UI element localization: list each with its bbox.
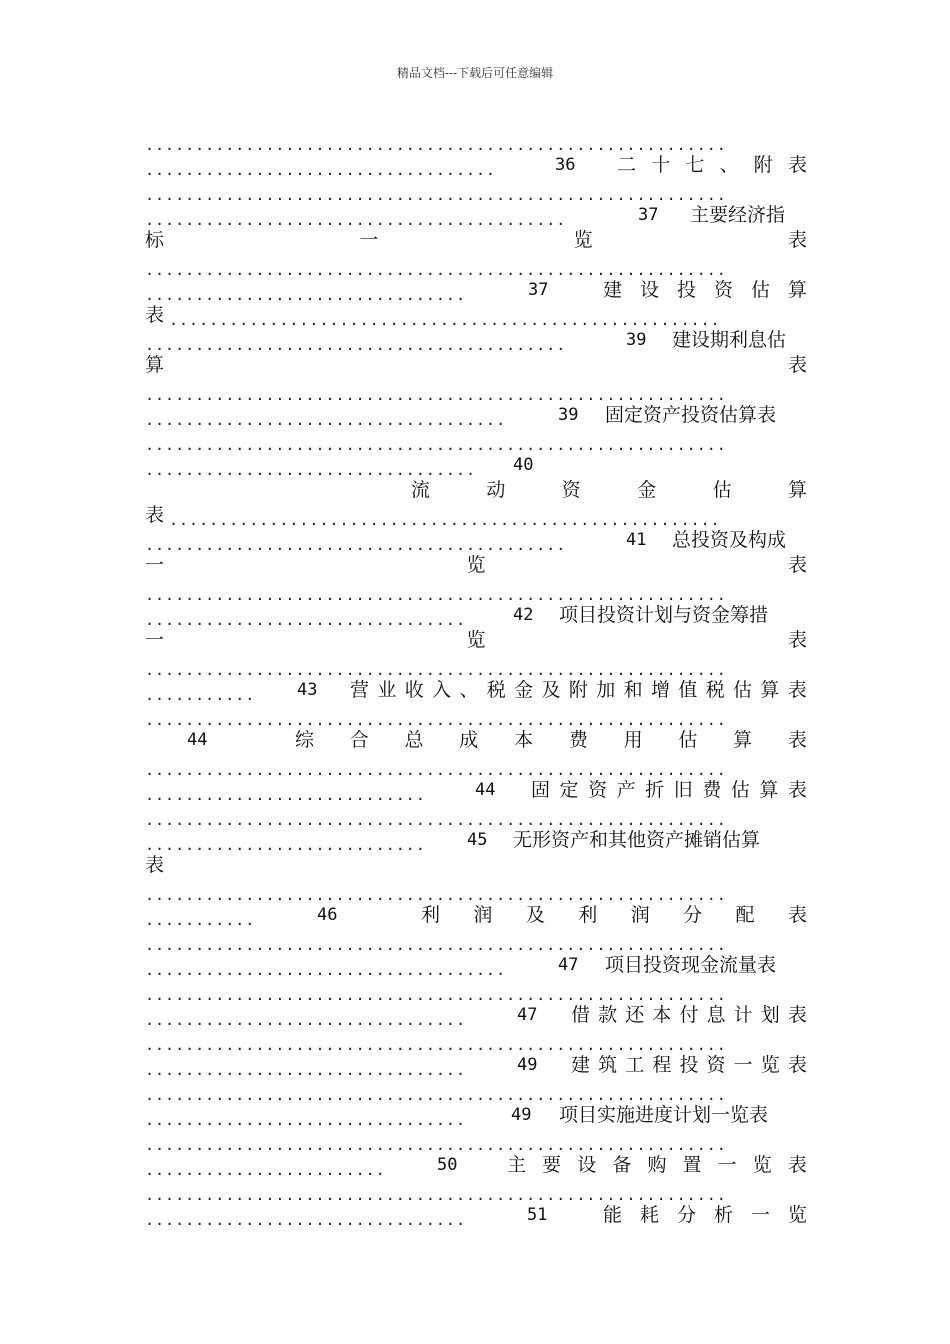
- entry-char: 览: [787, 1204, 807, 1226]
- entry-char: 入: [432, 679, 452, 701]
- entry-char: 表: [787, 679, 807, 701]
- page-number: 44: [187, 730, 208, 750]
- entry-char: 一: [733, 1054, 753, 1076]
- toc-line: [145, 1203, 807, 1228]
- entry-char: 一: [145, 629, 165, 651]
- toc-line: [145, 353, 807, 378]
- entry-title: [145, 228, 807, 253]
- entry-char: 一: [145, 554, 165, 576]
- entry-char: 借: [571, 1004, 591, 1026]
- table-of-contents: [145, 128, 807, 1228]
- entry-char: 览: [466, 629, 486, 651]
- entry-char: 利: [421, 904, 441, 926]
- page-number: 47: [517, 1005, 538, 1025]
- leader-dots: ..........................................................: [145, 136, 727, 154]
- leader-dots: ....................................: [145, 961, 507, 979]
- entry-title: [411, 478, 807, 503]
- leader-dots: ..........................................................: [145, 586, 727, 604]
- entry-char: 款: [598, 1004, 618, 1026]
- page-number: 47: [558, 955, 579, 975]
- leader-dots: ..........................................: [145, 336, 567, 354]
- entry-char: 流: [411, 479, 431, 501]
- leader-dots: .......................................................: [169, 511, 721, 529]
- entry-char: 用: [623, 729, 643, 751]
- leader-dots: ..........................................................: [145, 811, 727, 829]
- entry-title: [603, 1203, 807, 1228]
- toc-line: [145, 428, 807, 453]
- entry-title: [603, 278, 807, 303]
- leader-dots: ..........................................................: [145, 436, 727, 454]
- toc-line: [145, 1003, 807, 1028]
- toc-line: [145, 253, 807, 278]
- entry-char: 金: [514, 679, 534, 701]
- entry-char: 附: [753, 154, 773, 176]
- entry-char: 表: [787, 779, 807, 801]
- leader-dots: ..........................................................: [145, 1086, 727, 1104]
- leader-dots: ..........................................................: [145, 1186, 727, 1204]
- entry-title: [571, 1053, 807, 1078]
- entry-char: 润: [630, 904, 650, 926]
- page-header: 精品文档---下载后可任意编辑: [396, 66, 554, 80]
- page-number: 50: [437, 1155, 458, 1175]
- entry-char: 备: [612, 1154, 632, 1176]
- leader-dots: ..........................................................: [145, 1036, 727, 1054]
- toc-line: [145, 828, 807, 853]
- toc-line: [145, 778, 807, 803]
- entry-char: 表: [787, 904, 807, 926]
- entry-char: 主: [507, 1154, 527, 1176]
- entry-char: 付: [679, 1004, 699, 1026]
- toc-line: [145, 803, 807, 828]
- entry-char: 本: [514, 729, 534, 751]
- entry-title: 主要经济指: [690, 204, 786, 226]
- entry-char: 表: [787, 154, 807, 176]
- entry-char: 及: [541, 679, 561, 701]
- entry-char: 表: [787, 1054, 807, 1076]
- entry-char: 营: [350, 679, 370, 701]
- toc-line: [145, 928, 807, 953]
- entry-char: 设: [639, 279, 659, 301]
- entry-title: 表: [145, 504, 165, 526]
- leader-dots: ...........: [145, 686, 256, 704]
- leader-dots: ..........................................................: [145, 761, 727, 779]
- entry-title: [145, 353, 807, 378]
- entry-char: 总: [404, 729, 424, 751]
- entry-char: 览: [466, 554, 486, 576]
- entry-char: 估: [750, 279, 770, 301]
- entry-char: 十: [651, 154, 671, 176]
- page-number: 37: [638, 205, 659, 225]
- entry-char: 资: [713, 279, 733, 301]
- toc-line: [145, 553, 807, 578]
- toc-line: [145, 903, 807, 928]
- leader-dots: ..........................................................: [145, 186, 727, 204]
- leader-dots: ..........................................................: [145, 386, 727, 404]
- leader-dots: ...........: [145, 911, 256, 929]
- entry-title: [145, 553, 807, 578]
- leader-dots: ..........................................: [145, 536, 567, 554]
- toc-line: [145, 503, 807, 528]
- toc-line: [145, 1078, 807, 1103]
- entry-title: [507, 1153, 807, 1178]
- entry-char: 投: [676, 279, 696, 301]
- entry-char: 耗: [639, 1204, 659, 1226]
- entry-char: 投: [679, 1054, 699, 1076]
- entry-title: 项目实施进度计划一览表: [559, 1104, 769, 1126]
- toc-line: [145, 578, 807, 603]
- leader-dots: ............................: [145, 836, 426, 854]
- entry-char: 表: [787, 354, 807, 376]
- entry-char: 资: [706, 1054, 726, 1076]
- leader-dots: ..........................................................: [145, 1136, 727, 1154]
- toc-line: [145, 178, 807, 203]
- entry-title: 项目投资现金流量表: [605, 954, 777, 976]
- entry-char: 一: [750, 1204, 770, 1226]
- page-number: 40: [513, 455, 534, 475]
- leader-dots: ..........................................................: [145, 711, 727, 729]
- entry-char: 分: [676, 1204, 696, 1226]
- leader-dots: .................................: [145, 461, 477, 479]
- toc-line: [145, 1178, 807, 1203]
- entry-char: 表: [787, 1154, 807, 1176]
- toc-line: [145, 378, 807, 403]
- entry-title: [617, 153, 807, 178]
- leader-dots: ..........................................................: [145, 986, 727, 1004]
- entry-char: 算: [759, 779, 779, 801]
- entry-title: 项目投资计划与资金筹措: [559, 604, 769, 626]
- leader-dots: ..........................................................: [145, 886, 727, 904]
- toc-line: [145, 478, 807, 503]
- leader-dots: ..........................................: [145, 211, 567, 229]
- entry-char: 工: [625, 1054, 645, 1076]
- entry-char: 估: [712, 479, 732, 501]
- entry-char: 金: [637, 479, 657, 501]
- entry-char: 购: [647, 1154, 667, 1176]
- toc-line: [145, 678, 807, 703]
- entry-char: 一: [359, 229, 379, 251]
- toc-line: [145, 628, 807, 653]
- leader-dots: ..........................................................: [145, 261, 727, 279]
- page-number: 44: [475, 780, 496, 800]
- entry-char: 要: [542, 1154, 562, 1176]
- entry-title: 建设期利息估: [672, 329, 787, 351]
- entry-char: 分: [683, 904, 703, 926]
- entry-char: 旧: [673, 779, 693, 801]
- page-number: 45: [467, 830, 488, 850]
- toc-line: [145, 128, 807, 153]
- entry-char: 成: [459, 729, 479, 751]
- toc-line: [145, 978, 807, 1003]
- entry-char: 建: [603, 279, 623, 301]
- entry-char: 资: [588, 779, 608, 801]
- entry-char: 配: [735, 904, 755, 926]
- toc-line: [145, 403, 807, 428]
- entry-char: 合: [349, 729, 369, 751]
- leader-dots: ....................................: [145, 411, 507, 429]
- entry-char: 表: [787, 729, 807, 751]
- entry-char: 七: [685, 154, 705, 176]
- entry-char: 程: [652, 1054, 672, 1076]
- toc-line: [145, 203, 807, 228]
- entry-title: [145, 628, 807, 653]
- leader-dots: ................................: [145, 611, 466, 629]
- toc-line: [145, 703, 807, 728]
- page-number: 49: [517, 1055, 538, 1075]
- page-number: 39: [558, 405, 579, 425]
- entry-char: 值: [678, 679, 698, 701]
- entry-char: 增: [650, 679, 670, 701]
- entry-char: 析: [713, 1204, 733, 1226]
- toc-line: [145, 228, 807, 253]
- entry-char: 设: [577, 1154, 597, 1176]
- toc-line: [145, 328, 807, 353]
- leader-dots: ................................: [145, 1111, 466, 1129]
- toc-line: [145, 728, 807, 753]
- entry-char: 税: [486, 679, 506, 701]
- page-number: 49: [511, 1105, 532, 1125]
- leader-dots: .......................................................: [169, 311, 721, 329]
- entry-title: [531, 778, 807, 803]
- page-number: 41: [626, 530, 647, 550]
- entry-char: 费: [568, 729, 588, 751]
- entry-char: 综: [295, 729, 315, 751]
- toc-line: [145, 1028, 807, 1053]
- leader-dots: ................................: [145, 1011, 466, 1029]
- entry-char: 附: [568, 679, 588, 701]
- entry-char: 资: [561, 479, 581, 501]
- entry-char: 本: [652, 1004, 672, 1026]
- leader-dots: ................................: [145, 1061, 466, 1079]
- entry-char: 估: [733, 679, 753, 701]
- page-number: 37: [528, 280, 549, 300]
- entry-char: 加: [596, 679, 616, 701]
- entry-title: 固定资产投资估算表: [605, 404, 777, 426]
- entry-char: 计: [733, 1004, 753, 1026]
- entry-char: 二: [617, 154, 637, 176]
- toc-line: [145, 603, 807, 628]
- entry-char: 收: [404, 679, 424, 701]
- entry-char: 筑: [598, 1054, 618, 1076]
- leader-dots: ..........................................................: [145, 936, 727, 954]
- entry-char: 算: [760, 679, 780, 701]
- entry-char: 息: [706, 1004, 726, 1026]
- page-number: 42: [513, 605, 534, 625]
- entry-char: 产: [616, 779, 636, 801]
- toc-line: [145, 453, 807, 478]
- entry-char: 、: [459, 679, 479, 701]
- toc-line: [145, 1053, 807, 1078]
- entry-char: 览: [760, 1054, 780, 1076]
- entry-char: 业: [377, 679, 397, 701]
- entry-title: 表: [145, 304, 165, 326]
- entry-char: 及: [525, 904, 545, 926]
- toc-line: [145, 878, 807, 903]
- leader-dots: ................................: [145, 286, 466, 304]
- toc-line: [145, 153, 807, 178]
- toc-line: [145, 853, 807, 878]
- entry-char: 定: [559, 779, 579, 801]
- entry-char: 算: [733, 729, 753, 751]
- entry-char: 润: [473, 904, 493, 926]
- entry-char: 一: [717, 1154, 737, 1176]
- entry-char: 费: [702, 779, 722, 801]
- entry-title: [571, 1003, 807, 1028]
- leader-dots: ...................................: [145, 161, 497, 179]
- entry-char: 表: [787, 554, 807, 576]
- entry-char: 、: [719, 154, 739, 176]
- page-number: 46: [317, 905, 338, 925]
- entry-char: 和: [623, 679, 643, 701]
- entry-char: 表: [787, 629, 807, 651]
- toc-line: [145, 1103, 807, 1128]
- entry-char: 估: [678, 729, 698, 751]
- toc-line: [145, 1128, 807, 1153]
- entry-title: 表: [145, 854, 165, 876]
- leader-dots: ..........................................................: [145, 661, 727, 679]
- entry-char: 标: [145, 229, 165, 251]
- toc-line: [145, 653, 807, 678]
- entry-char: 固: [531, 779, 551, 801]
- page-number: 39: [626, 330, 647, 350]
- entry-char: 置: [682, 1154, 702, 1176]
- entry-title: [350, 678, 807, 703]
- entry-char: 能: [603, 1204, 623, 1226]
- entry-title: [295, 728, 807, 753]
- toc-line: [145, 953, 807, 978]
- entry-title: 总投资及构成: [672, 529, 787, 551]
- page-number: 43: [297, 680, 318, 700]
- entry-char: 算: [787, 279, 807, 301]
- entry-char: 算: [787, 479, 807, 501]
- entry-title: 无形资产和其他资产摊销估算: [513, 829, 761, 851]
- entry-char: 表: [787, 1004, 807, 1026]
- entry-char: 还: [625, 1004, 645, 1026]
- entry-char: 利: [578, 904, 598, 926]
- page-number: 36: [555, 155, 576, 175]
- page-number: 51: [527, 1205, 548, 1225]
- leader-dots: ........................: [145, 1161, 386, 1179]
- entry-char: 划: [760, 1004, 780, 1026]
- leader-dots: ................................: [145, 1211, 466, 1229]
- entry-char: 算: [145, 354, 165, 376]
- toc-line: [145, 1153, 807, 1178]
- entry-char: 览: [573, 229, 593, 251]
- entry-title: [421, 903, 807, 928]
- leader-dots: ............................: [145, 786, 426, 804]
- entry-char: 动: [486, 479, 506, 501]
- toc-line: [145, 753, 807, 778]
- entry-char: 税: [705, 679, 725, 701]
- toc-line: [145, 303, 807, 328]
- entry-char: 览: [752, 1154, 772, 1176]
- entry-char: 折: [645, 779, 665, 801]
- entry-char: 表: [787, 229, 807, 251]
- entry-char: 估: [730, 779, 750, 801]
- entry-char: 建: [571, 1054, 591, 1076]
- toc-line: [145, 528, 807, 553]
- toc-line: [145, 278, 807, 303]
